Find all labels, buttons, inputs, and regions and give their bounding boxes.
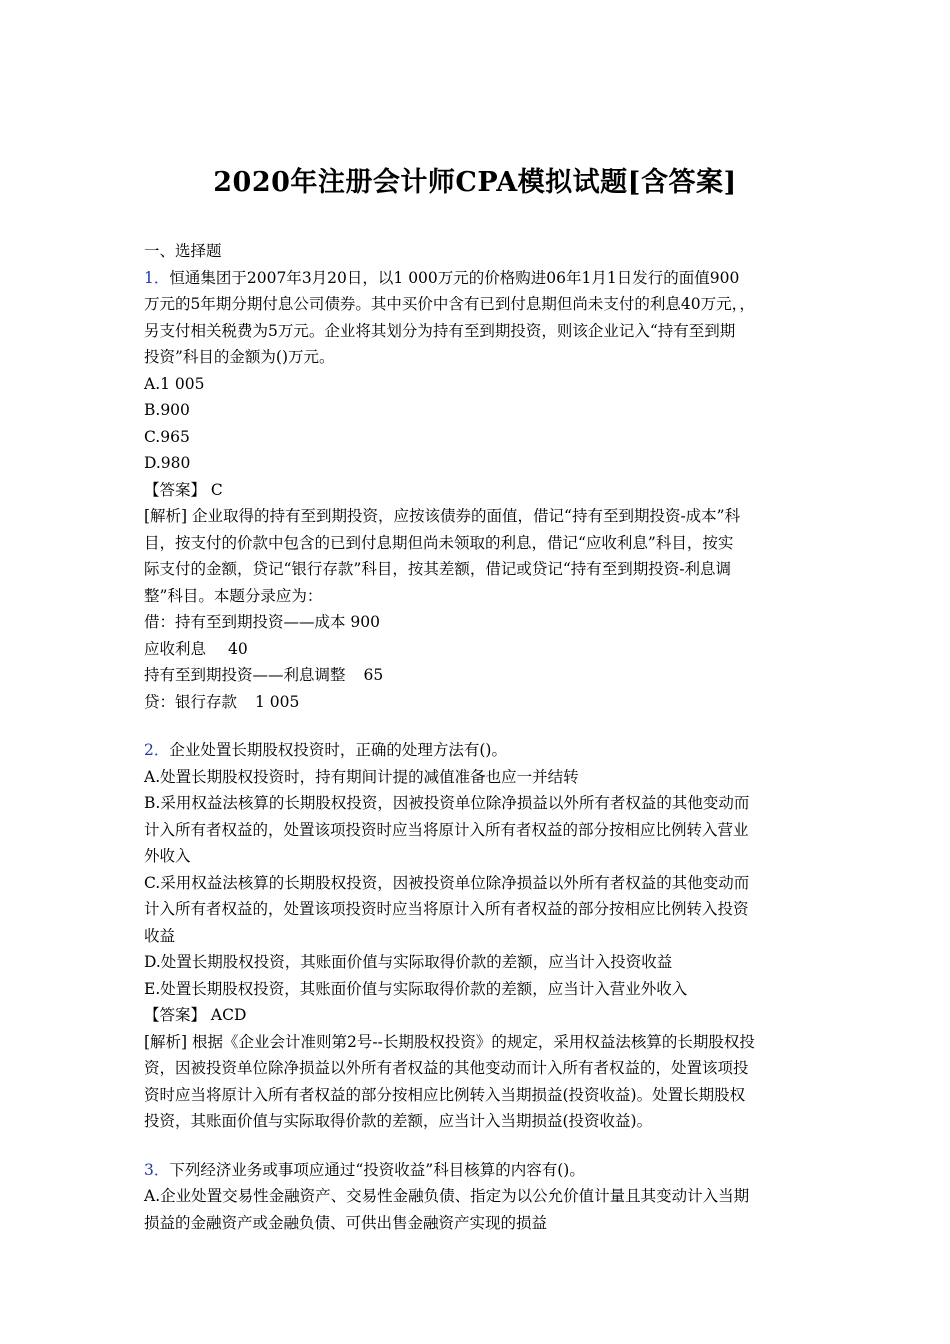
question-2-option-b: B.采用权益法核算的长期股权投资，因被投资单位除净损益以外所有者权益的其他变动而 xyxy=(144,794,750,812)
question-3-text: 下列经济业务或事项应通过“投资收益”科目核算的内容有()。 xyxy=(169,1160,585,1179)
journal-entry-value: 40 xyxy=(228,639,248,658)
question-2-analysis-line: 资，因被投资单位除净损益以外所有者权益的其他变动而计入所有者权益的，处置该项投 xyxy=(144,1059,749,1077)
question-2-analysis-line: [解析] 根据《企业会计准则第2号--长期股权投资》的规定，采用权益法核算的长期股权投 xyxy=(144,1032,755,1051)
question-3-stem-line xyxy=(144,1157,812,1184)
question-1-option-c: C.965 xyxy=(144,427,190,446)
question-2 xyxy=(144,737,812,1135)
question-1-analysis-line: 目，按支付的价款中包含的已到付息期但尚未领取的利息，借记“应收利息”科目，按实 xyxy=(144,533,734,552)
question-1-analysis-line: 整”科目。本题分录应为： xyxy=(144,586,323,605)
section-heading: 一、选择题 xyxy=(144,242,222,260)
question-2-option-d: D.处置长期股权投资，其账面价值与实际取得价款的差额，应当计入投资收益 xyxy=(144,953,673,971)
question-2-stem-line xyxy=(144,737,812,764)
question-1-analysis-line: 际支付的金额，贷记“银行存款”科目，按其差额，借记或贷记“持有至到期投资-利息调 xyxy=(144,560,732,578)
question-1-option-b: B.900 xyxy=(144,401,190,419)
journal-entry-label: 贷：银行存款 xyxy=(144,692,238,711)
question-1-text-line: 另支付相关税费为5万元。企业将其划分为持有至到期投资，则该企业记入“持有至到期 xyxy=(144,321,736,340)
question-1-text-line: 万元的5年期分期付息公司债券。其中买价中含有已到付息期但尚未支付的利息40万元，， xyxy=(144,295,755,313)
question-2-option-b-cont: 外收入 xyxy=(144,847,191,865)
question-2-option-c: C.采用权益法核算的长期股权投资，因被投资单位除净损益以外所有者权益的其他变动而 xyxy=(144,873,750,892)
question-2-analysis-line: 投资，其账面价值与实际取得价款的差额，应当计入当期损益(投资收益)。 xyxy=(144,1112,653,1130)
question-1-text-line: 投资”科目的金额为()万元。 xyxy=(144,348,335,366)
question-1-option-d: D.980 xyxy=(144,454,191,472)
question-1-option-a: A.1 005 xyxy=(144,374,205,393)
question-2-option-a: A.处置长期股权投资时，持有期间计提的减值准备也应一并结转 xyxy=(144,767,579,786)
journal-entry-label: 应收利息 xyxy=(144,639,207,658)
journal-entry-credit xyxy=(144,689,812,716)
document-title: 2020年注册会计师CPA模拟试题[含答案] xyxy=(213,167,737,198)
question-2-text: 企业处置长期股权投资时，正确的处理方法有()。 xyxy=(169,741,507,759)
journal-entry-line xyxy=(144,636,812,663)
question-2-option-c-cont: 计入所有者权益的，处置该项投资时应当将原计入所有者权益的部分按相应比例转入投资 xyxy=(144,900,749,918)
question-1-number: 1． xyxy=(144,268,170,287)
question-1-analysis-line: [解析] 企业取得的持有至到期投资，应按该债券的面值，借记“持有至到期投资-成本”科 xyxy=(144,507,741,525)
question-1-answer: 【答案】 C xyxy=(144,480,223,499)
question-2-number: 2． xyxy=(144,741,170,759)
question-2-option-c-cont: 收益 xyxy=(144,926,176,945)
question-2-option-e: E.处置长期股权投资，其账面价值与实际取得价款的差额，应当计入营业外收入 xyxy=(144,979,688,998)
journal-entry-label: 持有至到期投资——利息调整 xyxy=(144,666,346,684)
question-1 xyxy=(144,265,812,716)
question-3-number: 3． xyxy=(144,1160,170,1179)
journal-entry-value: 65 xyxy=(363,666,384,684)
question-1-stem-line xyxy=(144,265,812,292)
question-3-option-a-cont: 损益的金融资产或金融负债、可供出售金融资产实现的损益 xyxy=(144,1213,548,1232)
journal-entry-value: 1 005 xyxy=(255,692,300,711)
question-3-option-a: A.企业处置交易性金融资产、交易性金融负债、指定为以公允价值计量且其变动计入当期 xyxy=(144,1187,750,1205)
journal-entry-debit: 借：持有至到期投资——成本 900 xyxy=(144,613,381,631)
question-1-text: 恒通集团于2007年3月20日，以1 000万元的价格购进06年1月1日发行的面值900 xyxy=(169,268,740,287)
question-2-option-b-cont: 计入所有者权益的，处置该项投资时应当将原计入所有者权益的部分按相应比例转入营业 xyxy=(144,820,749,839)
document-body xyxy=(144,238,812,1236)
question-3 xyxy=(144,1157,812,1237)
question-2-analysis-line: 资时应当将原计入所有者权益的部分按相应比例转入当期损益(投资收益)。处置长期股权 xyxy=(144,1085,746,1104)
question-2-answer: 【答案】 ACD xyxy=(144,1006,247,1024)
journal-entry-line xyxy=(144,662,812,689)
